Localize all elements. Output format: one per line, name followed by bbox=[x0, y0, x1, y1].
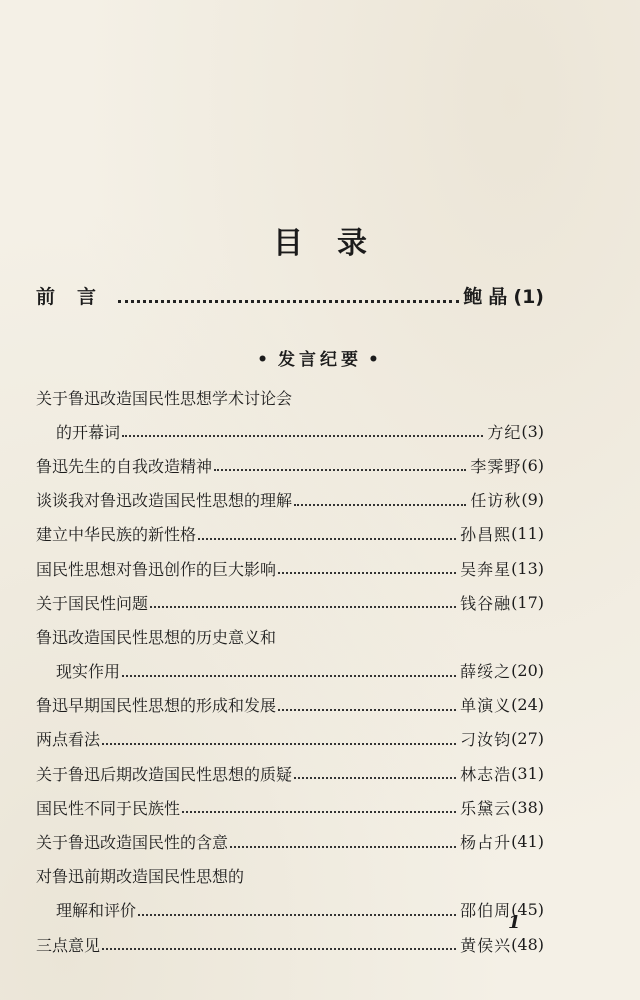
toc-list bbox=[36, 380, 544, 961]
toc-entry[interactable] bbox=[36, 688, 544, 722]
toc-entry-title: 建立中华民族的新性格 bbox=[36, 525, 197, 545]
toc-entry-author: 薛绥之 bbox=[460, 662, 512, 682]
section-bullet-right: • bbox=[368, 350, 383, 370]
dot-leader bbox=[230, 846, 456, 848]
toc-entry-page: (27) bbox=[511, 729, 544, 749]
toc-entry-page: (45) bbox=[511, 900, 544, 920]
toc-entry bbox=[36, 859, 544, 893]
dot-leader bbox=[278, 709, 456, 711]
dot-leader bbox=[122, 675, 456, 677]
toc-entry-title: 国民性思想对鲁迅创作的巨大影响 bbox=[36, 559, 277, 579]
toc-entry[interactable] bbox=[36, 551, 544, 585]
section-bullet-left: • bbox=[257, 350, 272, 370]
toc-entry-title: 关于国民性问题 bbox=[36, 593, 149, 613]
toc-entry-page: (24) bbox=[511, 695, 544, 715]
toc-entry[interactable] bbox=[36, 448, 544, 482]
toc-entry-author: 孙昌熙 bbox=[460, 525, 512, 545]
dot-leader bbox=[198, 538, 456, 540]
dot-leader bbox=[278, 572, 456, 574]
toc-entry-title: 国民性不同于民族性 bbox=[36, 798, 181, 818]
toc-entry-title: 对鲁迅前期改造国民性思想的 bbox=[36, 867, 245, 887]
toc-entry-page: (31) bbox=[511, 763, 544, 783]
section-heading bbox=[0, 345, 640, 370]
toc-entry[interactable] bbox=[36, 483, 544, 517]
toc-entry-title: 关于鲁迅改造国民性的含意 bbox=[36, 833, 229, 853]
toc-entry[interactable] bbox=[36, 585, 544, 619]
toc-entry-page: (11) bbox=[511, 524, 544, 544]
toc-entry-title: 关于鲁迅改造国民性思想学术讨论会 bbox=[36, 388, 293, 408]
dot-leader bbox=[102, 948, 456, 950]
toc-entry[interactable] bbox=[36, 893, 544, 927]
toc-entry bbox=[36, 619, 544, 653]
toc-entry-author: 刁汝钧 bbox=[460, 730, 512, 750]
toc-entry-title: 三点意见 bbox=[36, 935, 101, 955]
dot-leader bbox=[118, 300, 459, 303]
toc-entry-author: 任访秋 bbox=[470, 491, 522, 511]
toc-entry-title: 鲁迅改造国民性思想的历史意义和 bbox=[36, 627, 277, 647]
toc-entry-title: 的开幕词 bbox=[56, 422, 121, 442]
page-number: 1 bbox=[508, 912, 521, 933]
toc-entry[interactable] bbox=[36, 654, 544, 688]
toc-entry-author: 乐黛云 bbox=[460, 798, 512, 818]
preface-label: 前言 bbox=[36, 286, 119, 308]
toc-entry-title: 现实作用 bbox=[56, 662, 121, 682]
toc-entry-page: (38) bbox=[511, 797, 544, 817]
toc-entry-title: 鲁迅先生的自我改造精神 bbox=[36, 456, 213, 476]
dot-leader bbox=[294, 777, 456, 779]
dot-leader bbox=[214, 469, 466, 471]
toc-entry-page: (41) bbox=[511, 832, 544, 852]
toc-entry-title: 关于鲁迅后期改造国民性思想的质疑 bbox=[36, 764, 293, 784]
toc-entry-author: 方纪 bbox=[487, 422, 522, 442]
toc-entry[interactable] bbox=[36, 927, 544, 961]
toc-entry-author: 李霁野 bbox=[470, 456, 522, 476]
toc-entry[interactable] bbox=[36, 722, 544, 756]
toc-entry[interactable] bbox=[36, 517, 544, 551]
toc-entry-author: 林志浩 bbox=[460, 764, 512, 784]
toc-entry-title: 理解和评价 bbox=[56, 901, 137, 921]
toc-entry-author: 邵伯周 bbox=[460, 901, 512, 921]
toc-entry-author: 杨占升 bbox=[460, 833, 512, 853]
dot-leader bbox=[150, 606, 456, 608]
preface-page: (1) bbox=[513, 286, 544, 308]
toc-entry-title: 谈谈我对鲁迅改造国民性思想的理解 bbox=[36, 491, 293, 511]
toc-entry-page: (9) bbox=[521, 490, 544, 510]
toc-entry-page: (48) bbox=[511, 934, 544, 954]
toc-entry-author: 单演义 bbox=[460, 696, 512, 716]
toc-entry bbox=[36, 380, 544, 414]
toc-entry-page: (3) bbox=[521, 421, 544, 441]
toc-entry-author: 钱谷融 bbox=[460, 593, 512, 613]
toc-entry-page: (20) bbox=[511, 661, 544, 681]
toc-entry-page: (17) bbox=[511, 592, 544, 612]
dot-leader bbox=[122, 435, 483, 437]
toc-entry[interactable] bbox=[36, 824, 544, 858]
dot-leader bbox=[138, 914, 456, 916]
toc-entry[interactable] bbox=[36, 414, 544, 448]
toc-entry-page: (13) bbox=[511, 558, 544, 578]
section-title: 发言纪要 bbox=[278, 350, 362, 370]
toc-entry-author: 黄侯兴 bbox=[460, 935, 512, 955]
dot-leader bbox=[102, 743, 456, 745]
page-title: 目录 bbox=[273, 226, 401, 261]
toc-entry-page: (6) bbox=[521, 455, 544, 475]
dot-leader bbox=[294, 504, 466, 506]
toc-entry-title: 两点看法 bbox=[36, 730, 101, 750]
dot-leader bbox=[182, 811, 456, 813]
toc-preface-row[interactable] bbox=[36, 282, 544, 309]
toc-entry-author: 吴奔星 bbox=[460, 559, 512, 579]
toc-entry-title: 鲁迅早期国民性思想的形成和发展 bbox=[36, 696, 277, 716]
toc-entry[interactable] bbox=[36, 790, 544, 824]
preface-author: 鲍晶 bbox=[463, 286, 514, 308]
toc-entry[interactable] bbox=[36, 756, 544, 790]
